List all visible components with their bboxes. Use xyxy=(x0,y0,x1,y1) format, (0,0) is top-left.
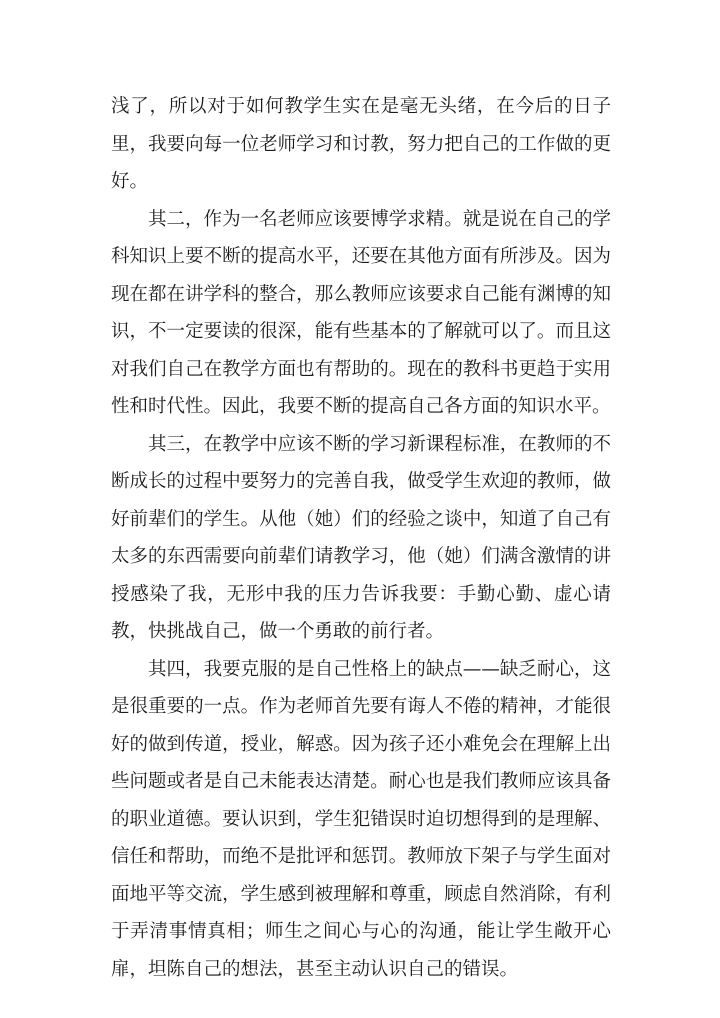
paragraph-point-two: 其二，作为一名老师应该要博学求精。就是说在自己的学科知识上要不断的提高水平，还要在其他方面有所涉及。因为现在都在讲学科的整合，那么教师应该要求自己能有渊博的知识，不一定要读的很深，能有些基本的了解就可以了。而且这对我们自己在教学方面也有帮助的。现在的教科书更趋于实用性和时代性。因此，我要不断的提高自己各方面的知识水平。 xyxy=(111,208,611,417)
document-body xyxy=(111,88,611,988)
paragraph-point-three: 其三，在教学中应该不断的学习新课程标准，在教师的不断成长的过程中要努力的完善自我，做受学生欢迎的教师，做好前辈们的学生。从他（她）们的经验之谈中，知道了自己有太多的东西需要向前辈们请教学习，他（她）们满含激情的讲授感染了我，无形中我的压力告诉我要：手勤心勤、虚心请教，快挑战自己，做一个勇敢的前行者。 xyxy=(111,433,611,642)
paragraph-point-four: 其四，我要克服的是自己性格上的缺点——缺乏耐心，这是很重要的一点。作为老师首先要有诲人不倦的精神，才能很好的做到传道，授业，解惑。因为孩子还小难免会在理解上出些问题或者是自己未能表达清楚。耐心也是我们教师应该具备的职业道德。要认识到，学生犯错误时迫切想得到的是理解、信任和帮助，而绝不是批评和惩罚。教师放下架子与学生面对面地平等交流，学生感到被理解和尊重，顾虑自然消除，有利于弄清事情真相；师生之间心与心的沟通，能让学生敞开心扉，坦陈自己的想法，甚至主动认识自己的错误。 xyxy=(111,658,611,980)
paragraph-continuation: 浅了，所以对于如何教学生实在是毫无头绪，在今后的日子里，我要向每一位老师学习和讨教，努力把自己的工作做的更好。 xyxy=(111,96,611,192)
